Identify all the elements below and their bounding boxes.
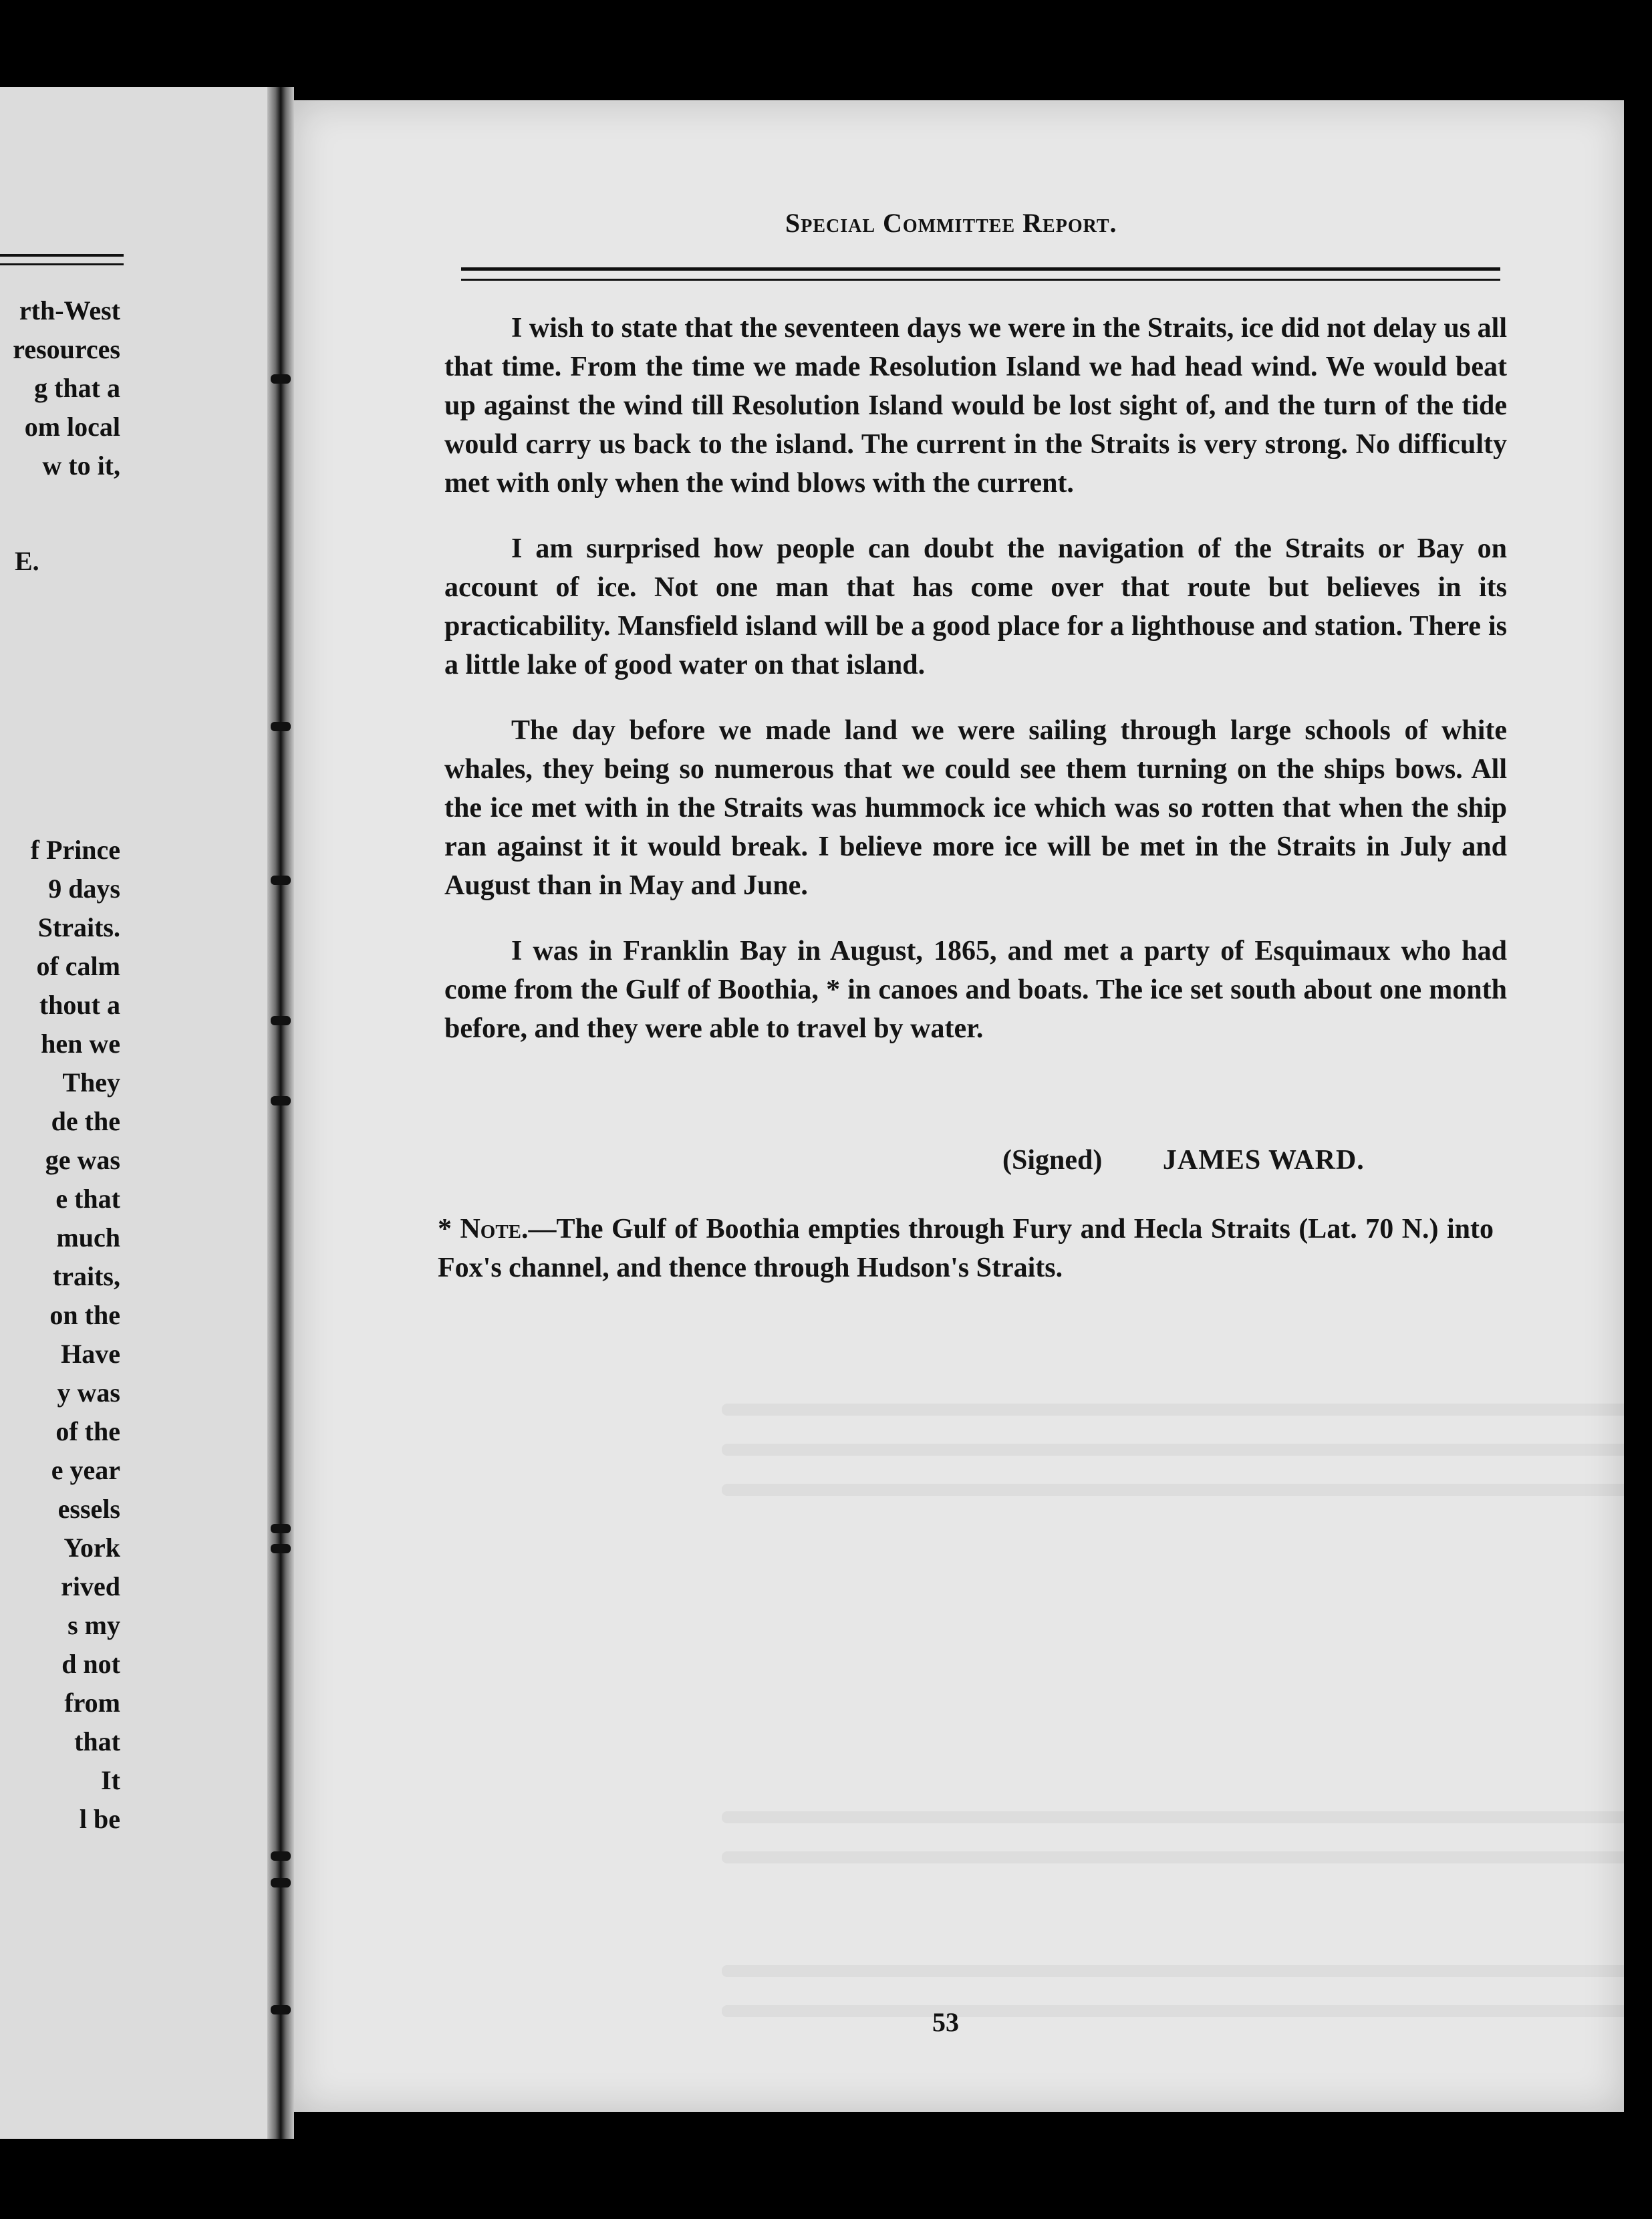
paragraph-navigation: I am surprised how people can doubt the navigation of the Straits or Bay on account of ice. Not one man that has come over that route but believes in its practicability. Mansfield island will be a good place for a lighthouse and station. There is a little lake of good water on that island.	[444, 533, 1507, 680]
left-page-line-fragment: rived	[61, 1571, 120, 1601]
header-double-rule	[461, 267, 1500, 281]
left-page-line-fragment: that	[74, 1726, 120, 1756]
body-text	[444, 309, 1507, 1075]
left-page-line-fragment: l be	[79, 1804, 120, 1834]
footnote	[438, 1210, 1494, 1287]
binding-stitch	[271, 1851, 291, 1861]
left-page-line-fragment: of the	[55, 1416, 120, 1446]
left-page-line-fragment: traits,	[52, 1261, 120, 1291]
binding-stitch	[271, 1524, 291, 1533]
left-page-line-fragment: thout a	[39, 990, 120, 1020]
show-through-line	[722, 2005, 1652, 2017]
left-page-line-fragment: They	[62, 1067, 120, 1097]
left-page-rule	[0, 254, 124, 265]
left-page-line-fragment: Straits.	[37, 912, 120, 942]
binding-stitch	[271, 1096, 291, 1105]
left-page-line-fragment: e that	[55, 1184, 120, 1214]
left-page-line-fragment: Have	[61, 1339, 120, 1369]
left-page-line-fragment: rth-West	[19, 295, 120, 325]
binding-stitch	[271, 876, 291, 885]
footnote-label: * Note.	[438, 1214, 529, 1245]
left-page-line-fragment: 9 days	[48, 874, 120, 904]
left-page-line-fragment: w to it,	[42, 450, 120, 481]
binding-stitch	[271, 2005, 291, 2014]
left-page-line-fragment: E.	[15, 546, 39, 576]
left-page-line-fragment: g that a	[34, 373, 120, 403]
left-page-line-fragment: hen we	[41, 1029, 120, 1059]
footnote-text: —The Gulf of Boothia empties through Fury and Hecla Straits (Lat. 70 N.) into Fox's channel, and thence through Hudson's Straits.	[438, 1214, 1494, 1283]
left-page-line-fragment: ge was	[45, 1145, 120, 1175]
left-page-line-fragment: York	[63, 1533, 120, 1563]
show-through-line	[722, 1851, 1652, 1863]
show-through-line	[722, 1484, 1652, 1496]
binding-stitch	[271, 1544, 291, 1553]
left-page-line-fragment: f Prince	[30, 835, 120, 865]
signature-label: (Signed)	[1002, 1145, 1103, 1176]
left-page-line-fragment: of calm	[36, 951, 120, 981]
binding-stitch	[271, 722, 291, 731]
book-spine	[267, 87, 294, 2139]
binding-stitch	[271, 1016, 291, 1025]
left-page-line-fragment: from	[64, 1688, 120, 1718]
left-page-line-fragment: on the	[49, 1300, 120, 1330]
paragraph-straits-delay: I wish to state that the seventeen days we were in the Straits, ice did not delay us all that time. From the time we made Resolution Island we had head wind. We would beat up against the wind till Resolution Island would be lost sight of, and the turn of the tide would carry us back to the island. The current in the Straits is very strong. No difficulty met with only when the wind blows with the current.	[444, 313, 1507, 499]
left-page-line-fragment: y was	[57, 1378, 120, 1408]
signature-line	[1002, 1144, 1437, 1176]
paragraph-franklin-bay: I was in Franklin Bay in August, 1865, and met a party of Esquimaux who had come from the Gulf of Boothia, * in canoes and boats. The ice set south about one month before, and they were able to travel by water.	[444, 936, 1507, 1044]
show-through-line	[722, 1444, 1652, 1456]
left-page-line-fragment: It	[101, 1765, 120, 1795]
paragraph-white-whales: The day before we made land we were sailing through large schools of white whales, they being so numerous that we could see them turning on the ships bows. All the ice met with in the Straits was hummock ice which was so rotten that when the ship ran against it it would break. I believe more ice will be met in the Straits in July and August than in May and June.	[444, 715, 1507, 901]
running-head: Special Committee Report.	[785, 208, 1117, 238]
page-number: 53	[932, 2007, 959, 2037]
show-through-line	[722, 1965, 1652, 1977]
left-page-line-fragment: e year	[51, 1455, 120, 1485]
left-page-line-fragment: essels	[57, 1494, 120, 1524]
left-page-line-fragment: s my	[67, 1610, 120, 1640]
binding-stitch	[271, 374, 291, 384]
left-page-line-fragment: de the	[51, 1106, 120, 1136]
binding-stitch	[271, 1878, 291, 1887]
left-page-line-fragment: much	[56, 1222, 120, 1253]
left-page-line-fragment: om local	[24, 412, 120, 442]
show-through-line	[722, 1811, 1652, 1823]
signature-name: JAMES WARD.	[1162, 1145, 1365, 1176]
left-page-line-fragment: resources	[13, 334, 120, 364]
show-through-line	[722, 1404, 1652, 1416]
left-page-line-fragment: d not	[61, 1649, 120, 1679]
